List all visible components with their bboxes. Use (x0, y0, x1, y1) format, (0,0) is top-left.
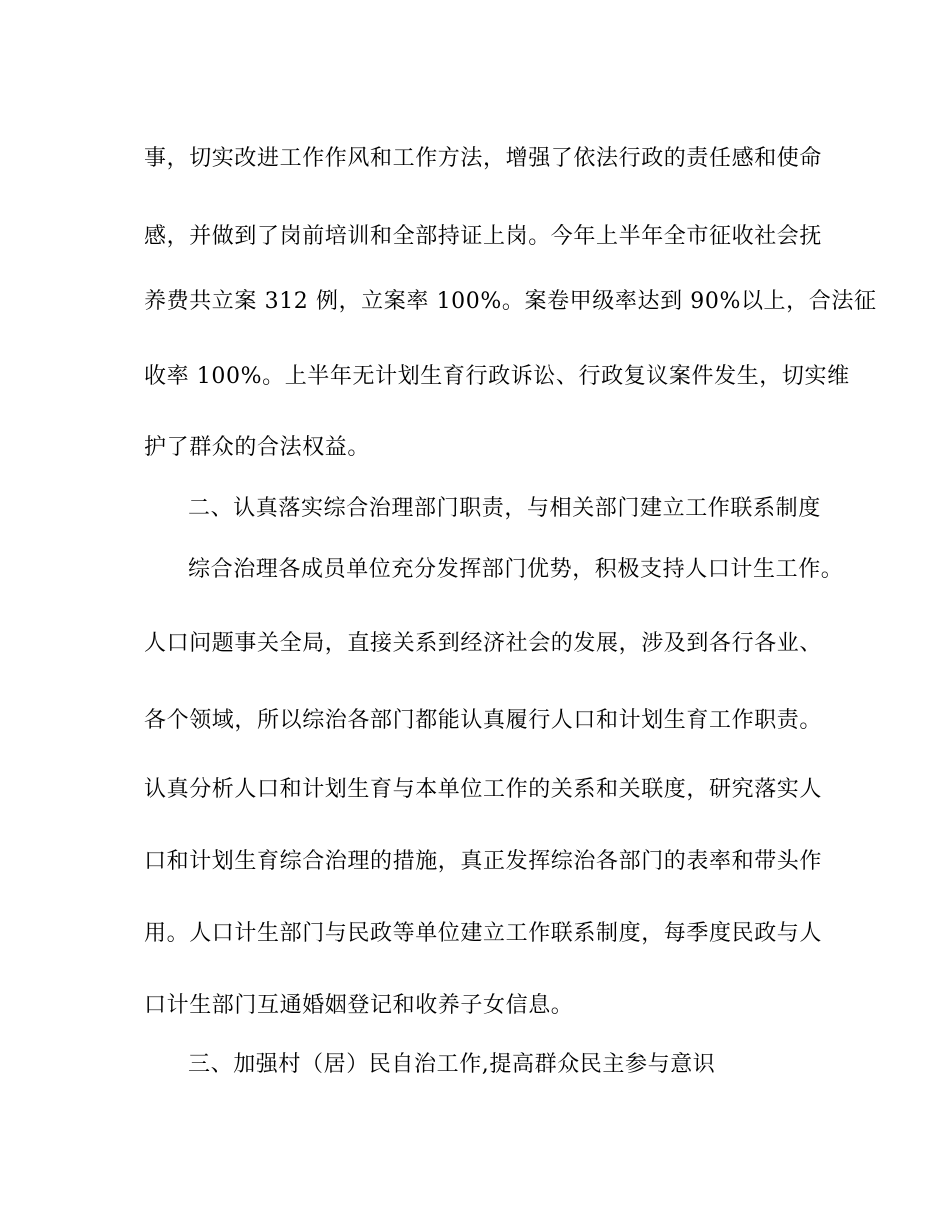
paragraph-line-10: 口和计划生育综合治理的措施，真正发挥综治各部门的表率和带头作 (144, 849, 823, 874)
paragraph-line-3: 养费共立案 312 例，立案率 100%。案卷甲级率达到 90%以上，合法征 (144, 289, 877, 314)
paragraph-line-8: 各个领域，所以综治各部门都能认真履行人口和计划生育工作职责。 (144, 708, 823, 733)
paragraph-line-6: 综合治理各成员单位充分发挥部门优势，积极支持人口计生工作。 (188, 557, 844, 582)
paragraph-line-5: 护了群众的合法权益。 (144, 435, 371, 460)
paragraph-line-9: 认真分析人口和计划生育与本单位工作的关系和关联度，研究落实人 (144, 777, 823, 802)
paragraph-line-2: 感，并做到了岗前培训和全部持证上岗。今年上半年全市征收社会抚 (144, 224, 823, 249)
section-heading-3: 三、加强村（居）民自治工作,提高群众民主参与意识 (188, 1052, 716, 1077)
paragraph-line-12: 口计生部门互通婚姻登记和收养子女信息。 (144, 993, 574, 1018)
paragraph-line-7: 人口问题事关全局，直接关系到经济社会的发展，涉及到各行各业、 (144, 631, 823, 656)
paragraph-line-1: 事，切实改进工作作风和工作方法，增强了依法行政的责任感和使命 (144, 146, 823, 171)
section-heading-2: 二、认真落实综合治理部门职责，与相关部门建立工作联系制度 (188, 496, 821, 521)
paragraph-line-4: 收率 100%。上半年无计划生育行政诉讼、行政复议案件发生，切实维 (144, 364, 850, 389)
paragraph-line-11: 用。人口计生部门与民政等单位建立工作联系制度，每季度民政与人 (144, 921, 823, 946)
